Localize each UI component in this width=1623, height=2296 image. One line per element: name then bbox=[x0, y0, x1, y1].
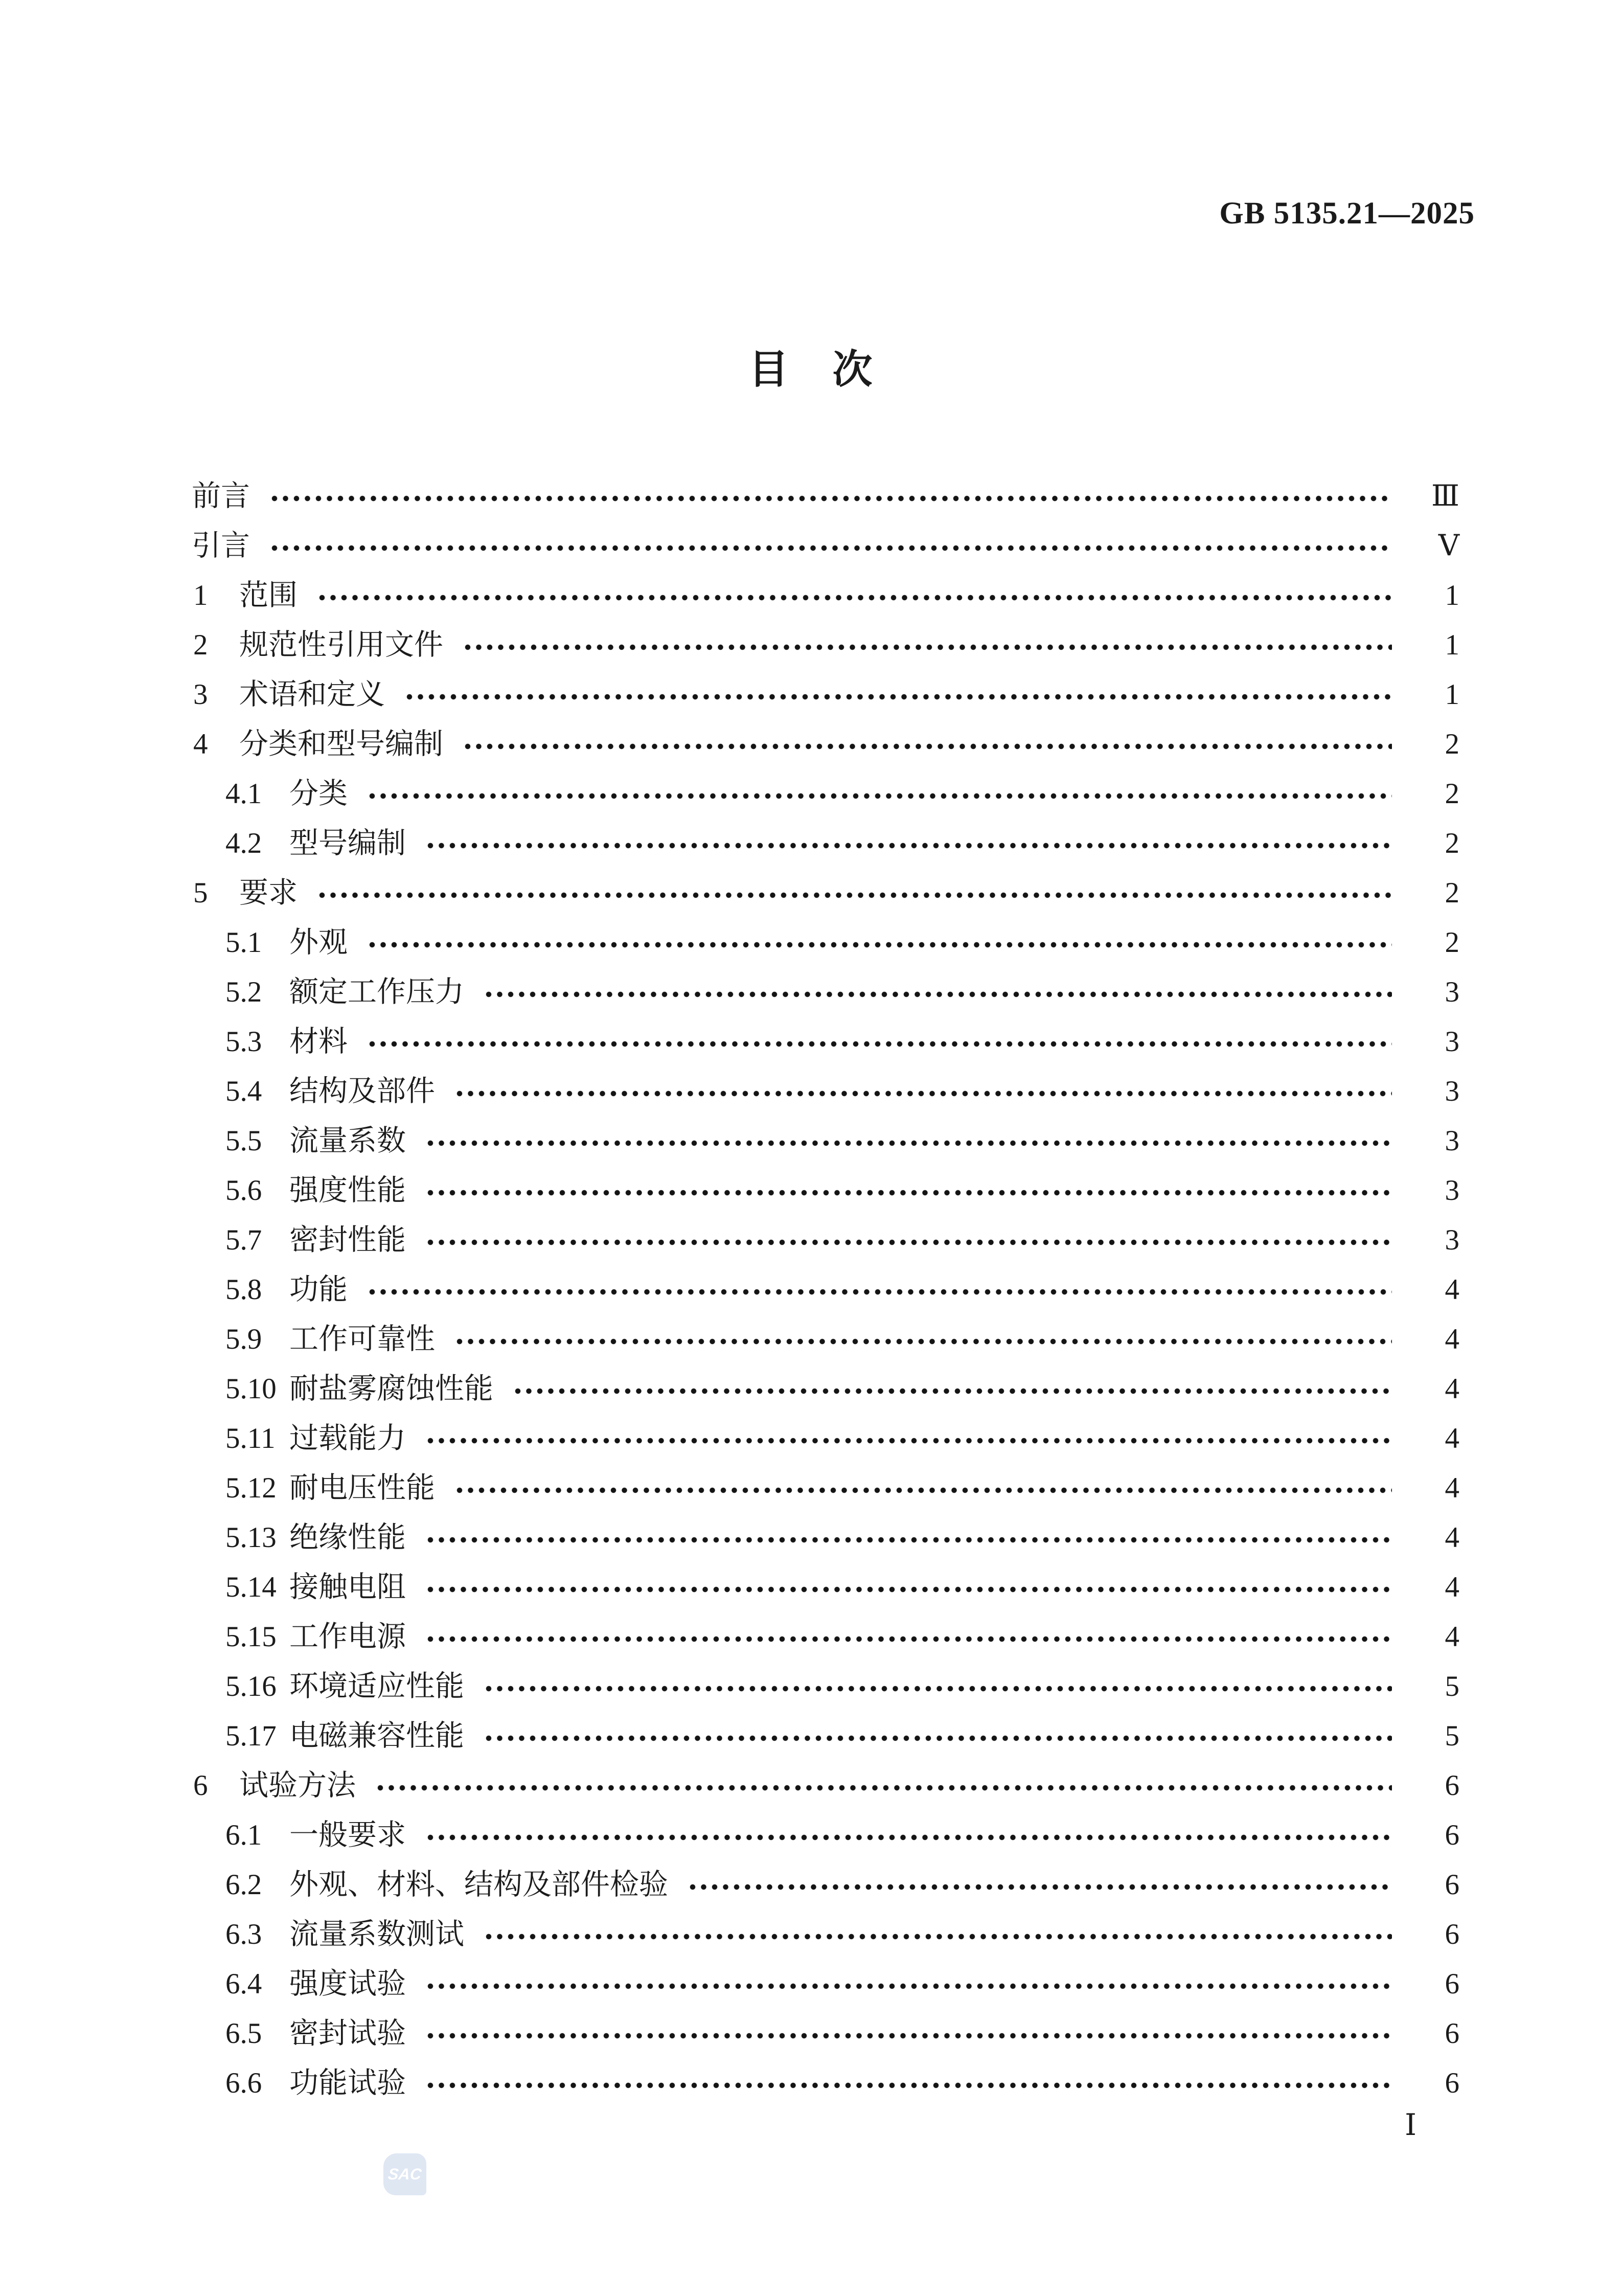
sac-watermark bbox=[383, 2153, 426, 2195]
toc-entry-page: 2 bbox=[1445, 827, 1459, 859]
toc-entry-title: 结构及部件 bbox=[289, 1075, 435, 1107]
toc-entry-title: 密封试验 bbox=[289, 2017, 406, 2050]
toc-entry-title: 试验方法 bbox=[239, 1769, 356, 1802]
dot-leader-icon bbox=[425, 1237, 1392, 1248]
toc-entry-title: 前言 bbox=[192, 480, 250, 512]
toc-entry bbox=[0, 620, 1623, 670]
toc-entry-number: 5.11 bbox=[225, 1422, 276, 1454]
dot-leader-icon bbox=[454, 1485, 1392, 1496]
toc-entry-page: 4 bbox=[1445, 1571, 1459, 1603]
dot-leader-icon bbox=[425, 840, 1392, 852]
toc-entry-page: 4 bbox=[1445, 1323, 1459, 1355]
toc-entry-title: 外观 bbox=[289, 926, 348, 959]
toc-entry-number: 4.2 bbox=[225, 827, 262, 859]
toc-entry bbox=[0, 1562, 1623, 1612]
dot-leader-icon bbox=[317, 890, 1392, 901]
toc-entry-page: 1 bbox=[1445, 678, 1459, 711]
dot-leader-icon bbox=[454, 1088, 1392, 1100]
dot-leader-icon bbox=[425, 1981, 1392, 1992]
dot-leader-icon bbox=[454, 1336, 1392, 1348]
toc-entry-page: 5 bbox=[1445, 1670, 1459, 1702]
dot-leader-icon bbox=[367, 791, 1392, 802]
toc-entry bbox=[0, 2058, 1623, 2108]
toc-entry-page: 6 bbox=[1445, 1869, 1459, 1901]
toc-entry-title: 强度试验 bbox=[289, 1968, 406, 2000]
dot-leader-icon bbox=[425, 1436, 1392, 1447]
toc-entry bbox=[0, 1959, 1623, 2009]
toc-entry-number: 5.12 bbox=[225, 1472, 277, 1504]
toc-entry bbox=[0, 1215, 1623, 1265]
dot-leader-icon bbox=[367, 1287, 1392, 1298]
dot-leader-icon bbox=[484, 989, 1392, 1001]
toc-entry-page: 5 bbox=[1445, 1720, 1459, 1752]
toc-entry-number: 5.15 bbox=[225, 1621, 277, 1653]
toc-entry bbox=[0, 471, 1623, 521]
toc-entry-page: 4 bbox=[1445, 1274, 1459, 1306]
toc-entry-title: 接触电阻 bbox=[289, 1571, 406, 1603]
dot-leader-icon bbox=[367, 1039, 1392, 1050]
toc-entry bbox=[0, 769, 1623, 819]
toc-entry-number: 4 bbox=[193, 728, 208, 760]
toc-entry bbox=[0, 1860, 1623, 1909]
toc-entry-page: 3 bbox=[1445, 1125, 1459, 1157]
toc-entry bbox=[0, 1810, 1623, 1860]
toc-entry-page: 4 bbox=[1445, 1422, 1459, 1454]
toc-entry-number: 5 bbox=[193, 877, 208, 909]
folio-page-number: Ⅰ bbox=[1405, 2108, 1416, 2142]
toc-entry bbox=[0, 571, 1623, 620]
toc-entry-title: 材料 bbox=[289, 1026, 348, 1058]
toc-entry bbox=[0, 1662, 1623, 1711]
dot-leader-icon bbox=[688, 1882, 1392, 1893]
toc-entry-page: 3 bbox=[1445, 1075, 1459, 1107]
toc-entry-title: 工作可靠性 bbox=[289, 1323, 435, 1355]
toc-entry-page: 6 bbox=[1445, 1968, 1459, 2000]
toc-entry-number: 6.4 bbox=[225, 1968, 262, 2000]
toc-entry bbox=[0, 719, 1623, 769]
toc-entry-number: 4.1 bbox=[225, 778, 262, 810]
toc-entry-page: 3 bbox=[1445, 1026, 1459, 1058]
dot-leader-icon bbox=[513, 1386, 1392, 1397]
toc-entry-title: 耐盐雾腐蚀性能 bbox=[289, 1373, 493, 1405]
toc-entry-page: 3 bbox=[1445, 1174, 1459, 1207]
toc-entry-page: Ⅴ bbox=[1438, 530, 1459, 562]
toc-entry bbox=[0, 521, 1623, 571]
toc-entry-page: 4 bbox=[1445, 1472, 1459, 1504]
toc-entry-page: 6 bbox=[1445, 1918, 1459, 1950]
dot-leader-icon bbox=[484, 1684, 1392, 1695]
toc-entry bbox=[0, 918, 1623, 967]
toc-entry-title: 型号编制 bbox=[289, 827, 406, 859]
toc-entry-page: 6 bbox=[1445, 1769, 1459, 1802]
toc-entry-title: 分类 bbox=[289, 778, 348, 810]
toc-entry-title: 耐电压性能 bbox=[289, 1472, 435, 1504]
toc-entry-number: 5.13 bbox=[225, 1521, 277, 1554]
toc-entry-page: 4 bbox=[1445, 1373, 1459, 1405]
toc-entry-number: 5.9 bbox=[225, 1323, 262, 1355]
toc-entry-title: 一般要求 bbox=[289, 1819, 406, 1851]
toc-entry-number: 5.17 bbox=[225, 1720, 277, 1752]
toc-entry-number: 5.8 bbox=[225, 1274, 262, 1306]
dot-leader-icon bbox=[404, 692, 1392, 703]
toc-entry-title: 电磁兼容性能 bbox=[289, 1720, 464, 1752]
toc-entry-title: 强度性能 bbox=[289, 1174, 406, 1207]
toc-entry-number: 6.1 bbox=[225, 1819, 262, 1851]
toc-entry-number: 5.14 bbox=[225, 1571, 277, 1603]
toc-entry bbox=[0, 1314, 1623, 1364]
dot-leader-icon bbox=[269, 543, 1392, 554]
standard-number-header: GB 5135.21—2025 bbox=[1219, 196, 1475, 231]
toc-entry-number: 5.16 bbox=[225, 1670, 277, 1702]
dot-leader-icon bbox=[375, 1783, 1392, 1794]
toc-entry-number: 5.3 bbox=[225, 1026, 262, 1058]
toc-entry-title: 绝缘性能 bbox=[289, 1521, 406, 1554]
toc-entry-title: 环境适应性能 bbox=[289, 1670, 464, 1702]
toc-entry bbox=[0, 1513, 1623, 1562]
toc-entry-page: 4 bbox=[1445, 1521, 1459, 1554]
dot-leader-icon bbox=[425, 1832, 1392, 1844]
toc-entry bbox=[0, 1909, 1623, 1959]
toc-entry bbox=[0, 1265, 1623, 1314]
toc-entry-number: 5.10 bbox=[225, 1373, 277, 1405]
toc-entry bbox=[0, 868, 1623, 918]
toc-entry-number: 1 bbox=[193, 579, 208, 611]
dot-leader-icon bbox=[425, 2080, 1392, 2092]
toc-entry-page: 1 bbox=[1445, 579, 1459, 611]
dot-leader-icon bbox=[463, 741, 1392, 753]
toc-entry bbox=[0, 1711, 1623, 1761]
toc-entry bbox=[0, 967, 1623, 1017]
toc-entry bbox=[0, 1166, 1623, 1215]
toc-entry-number: 5.5 bbox=[225, 1125, 262, 1157]
toc-entry-title: 外观、材料、结构及部件检验 bbox=[289, 1869, 668, 1901]
dot-leader-icon bbox=[484, 1733, 1392, 1744]
toc-entry-title: 规范性引用文件 bbox=[239, 629, 443, 661]
dot-leader-icon bbox=[367, 940, 1392, 951]
toc-entry-number: 6.6 bbox=[225, 2067, 262, 2099]
toc-entry-number: 6.5 bbox=[225, 2017, 262, 2050]
toc-entry bbox=[0, 1116, 1623, 1166]
toc-entry-title: 功能 bbox=[289, 1274, 348, 1306]
toc-entry bbox=[0, 2009, 1623, 2058]
toc-entry-page: 2 bbox=[1445, 926, 1459, 959]
page-title: 目 次 bbox=[748, 347, 875, 392]
toc-entry-page: 6 bbox=[1445, 2067, 1459, 2099]
toc-entry-page: 3 bbox=[1445, 976, 1459, 1008]
toc-entry bbox=[0, 819, 1623, 868]
dot-leader-icon bbox=[269, 493, 1392, 505]
toc-entry-title: 过载能力 bbox=[289, 1422, 406, 1454]
toc-entry-title: 流量系数测试 bbox=[289, 1918, 464, 1950]
toc-entry-title: 额定工作压力 bbox=[289, 976, 464, 1008]
toc-entry bbox=[0, 1017, 1623, 1066]
toc-entry bbox=[0, 1364, 1623, 1414]
toc-entry-page: 2 bbox=[1445, 728, 1459, 760]
toc-entry-title: 范围 bbox=[239, 579, 298, 611]
toc-entry-number: 5.1 bbox=[225, 926, 262, 959]
toc-entry-number: 5.4 bbox=[225, 1075, 262, 1107]
toc-entry bbox=[0, 1612, 1623, 1662]
toc-entry-title: 工作电源 bbox=[289, 1621, 406, 1653]
toc-entry-page: 2 bbox=[1445, 778, 1459, 810]
toc-entry-title: 要求 bbox=[239, 877, 298, 909]
toc-entry-title: 分类和型号编制 bbox=[239, 728, 443, 760]
toc-entry-title: 密封性能 bbox=[289, 1224, 406, 1256]
dot-leader-icon bbox=[425, 1138, 1392, 1149]
toc-entry-number: 5.2 bbox=[225, 976, 262, 1008]
toc-entry-number: 2 bbox=[193, 629, 208, 661]
toc-entry-number: 6.3 bbox=[225, 1918, 262, 1950]
dot-leader-icon bbox=[425, 2031, 1392, 2042]
toc-list bbox=[0, 471, 1623, 2108]
toc-entry-page: 3 bbox=[1445, 1224, 1459, 1256]
toc-entry-page: 4 bbox=[1445, 1621, 1459, 1653]
toc-entry bbox=[0, 670, 1623, 719]
toc-entry-page: Ⅲ bbox=[1431, 480, 1459, 512]
toc-entry-number: 6.2 bbox=[225, 1869, 262, 1901]
toc-entry-page: 1 bbox=[1445, 629, 1459, 661]
toc-entry bbox=[0, 1463, 1623, 1513]
sac-watermark-text: SAC bbox=[387, 2165, 423, 2183]
dot-leader-icon bbox=[425, 1188, 1392, 1199]
toc-entry-page: 6 bbox=[1445, 2017, 1459, 2050]
toc-entry bbox=[0, 1761, 1623, 1810]
toc-entry bbox=[0, 1414, 1623, 1463]
dot-leader-icon bbox=[317, 593, 1392, 604]
toc-entry-title: 术语和定义 bbox=[239, 678, 385, 711]
dot-leader-icon bbox=[425, 1634, 1392, 1645]
dot-leader-icon bbox=[425, 1535, 1392, 1546]
toc-entry-number: 3 bbox=[193, 678, 208, 711]
toc-entry bbox=[0, 1066, 1623, 1116]
toc-entry-title: 功能试验 bbox=[289, 2067, 406, 2099]
toc-entry-number: 5.7 bbox=[225, 1224, 262, 1256]
toc-entry-title: 引言 bbox=[192, 530, 250, 562]
toc-entry-page: 6 bbox=[1445, 1819, 1459, 1851]
dot-leader-icon bbox=[463, 642, 1392, 653]
dot-leader-icon bbox=[484, 1931, 1392, 1943]
toc-entry-page: 2 bbox=[1445, 877, 1459, 909]
toc-entry-title: 流量系数 bbox=[289, 1125, 406, 1157]
dot-leader-icon bbox=[425, 1584, 1392, 1596]
toc-entry-number: 6 bbox=[193, 1769, 208, 1802]
toc-entry-number: 5.6 bbox=[225, 1174, 262, 1207]
